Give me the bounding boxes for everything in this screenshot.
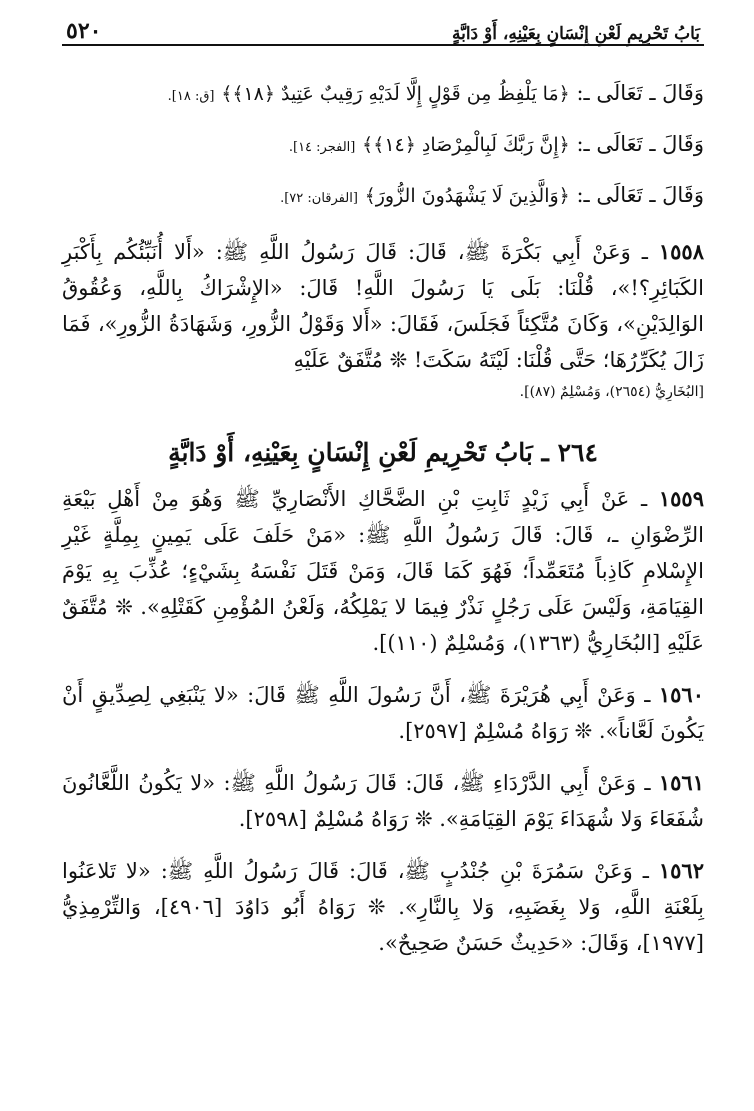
- hadith-1559: [62, 481, 704, 661]
- chapter-number: ٢٦٤: [557, 438, 598, 467]
- verse-intro: وَقَالَ ـ تَعَالَى ـ:: [576, 81, 704, 105]
- hadith-1558-source: [البُخَارِيُّ (٢٦٥٤)، وَمُسْلِمٌ (٨٧)].: [519, 384, 704, 400]
- hadith-number: ١٥٦٠: [658, 682, 704, 707]
- hadith-number: ١٥٦١: [658, 770, 704, 795]
- chapter-name: ـ بَابُ تَحْرِيمِ لَعْنِ إِنْسَانٍ بِعَيْنِهِ، أَوْ دَابَّةٍ: [168, 438, 549, 467]
- verse-text: ﴿وَالَّذِينَ لَا يَشْهَدُونَ الزُّورَ﴾: [364, 185, 570, 207]
- running-header: [62, 10, 704, 46]
- verse-reference: [الفرقان: ٧٢].: [280, 191, 358, 206]
- verse-intro: وَقَالَ ـ تَعَالَى ـ:: [576, 132, 704, 156]
- hadith-number: ١٥٦٢: [658, 858, 704, 883]
- hadith-number: ١٥٥٨: [658, 239, 704, 264]
- hadith-1560: [62, 677, 704, 749]
- hadith-1562: [62, 853, 704, 961]
- hadith-text: ـ وَعَنْ أَبِي بَكْرَةَ ﷺ، قَالَ: قَالَ رَسُولُ اللَّهِ ﷺ: «أَلا أُنَبِّئُكُم بِأَكْبَرِ الكَبَائِرِ؟!»، قُلْنَا: بَلَى يَا رَسُولَ اللَّهِ! قَالَ: «الإِشْرَاكُ بِاللَّهِ، وَعُقُوقُ الوَالِدَيْنِ»، وَكَانَ مُتَّكِئاً فَجَلَسَ، فَقَالَ: «أَلا وَقَوْلُ الزُّورِ، وَشَهَادَةُ الزُّورِ»، فَمَا زَالَ يُكَرِّرُهَا؛ حَتَّى قُلْنَا: لَيْتَهُ سَكَتَ! ❊ مُتَّفَقٌ عَلَيْهِ: [62, 240, 704, 372]
- verse-intro: وَقَالَ ـ تَعَالَى ـ:: [576, 183, 704, 207]
- hadith-text: ـ وَعَنْ سَمُرَةَ بْنِ جُنْدُبٍ ﷺ، قَالَ: قَالَ رَسُولُ اللَّهِ ﷺ: «لا تَلاعَنُوا بِلَعْنَةِ اللَّهِ، وَلا بِغَضَبِهِ، وَلا بِالنَّارِ». ❊ رَوَاهُ أَبُو دَاوُدَ [٤٩٠٦]، وَالتِّرْمِذِيُّ [١٩٧٧]، وَقَالَ: «حَدِيثٌ حَسَنٌ صَحِيحٌ».: [62, 859, 705, 955]
- chapter-title: [62, 438, 704, 467]
- book-page: [62, 10, 704, 961]
- verse-text: ﴿إِنَّ رَبَّكَ لَبِالْمِرْصَادِ ﴿١٤﴾﴾: [362, 134, 570, 156]
- verse-reference: [الفجر: ١٤].: [288, 140, 356, 155]
- hadith-text: ـ عَنْ أَبِي زَيْدٍ ثَابِتِ بْنِ الضَّحَّاكِ الأَنْصَارِيِّ ﷺ وَهُوَ مِنْ أَهْلِ بَيْعَةِ الرِّضْوَانِ ـ، قَالَ: قَالَ رَسُولُ اللَّهِ ﷺ: «مَنْ حَلَفَ عَلَى يَمِينٍ بِمِلَّةٍ غَيْرِ الإِسْلامِ كَاذِباً مُتَعَمِّداً؛ فَهُوَ كَمَا قَالَ، وَمَنْ قَتَلَ نَفْسَهُ بِشَيْءٍ؛ عُذِّبَ بِهِ يَوْمَ القِيَامَةِ، وَلَيْسَ عَلَى رَجُلٍ نَذْرٌ فِيمَا لا يَمْلِكُهُ، وَلَعْنُ المُؤْمِنِ كَقَتْلِهِ». ❊ مُتَّفَقٌ عَلَيْهِ [البُخَارِيُّ (١٣٦٣)، وَمُسْلِمٌ (١١٠)].: [62, 487, 704, 655]
- header-title: بَابُ تَحْرِيمِ لَعْنِ إِنْسَانٍ بِعَيْنِهِ، أَوْ دَابَّةٍ: [451, 24, 700, 44]
- hadith-number: ١٥٥٩: [658, 486, 704, 511]
- page-number: ٥٢٠: [66, 18, 102, 44]
- hadith-text: ـ وَعَنْ أَبِي الدَّرْدَاءِ ﷺ، قَالَ: قَالَ رَسُولُ اللَّهِ ﷺ: «لا يَكُونُ اللَّعَّانُونَ شُفَعَاءَ وَلا شُهَدَاءَ يَوْمَ القِيَامَةِ». ❊ رَوَاهُ مُسْلِمٌ [٢٥٩٨].: [62, 771, 704, 831]
- verse-1: [62, 76, 704, 114]
- hadith-text: ـ وَعَنْ أَبِي هُرَيْرَةَ ﷺ، أَنَّ رَسُولَ اللَّهِ ﷺ قَالَ: «لا يَنْبَغِي لِصِدِّيقٍ أَنْ يَكُونَ لَعَّاناً». ❊ رَوَاهُ مُسْلِمٌ [٢٥٩٧].: [62, 683, 704, 743]
- verse-3: [62, 178, 704, 216]
- verse-reference: [ق: ١٨].: [167, 89, 215, 104]
- verse-2: [62, 127, 704, 165]
- hadith-1561: [62, 765, 704, 837]
- hadith-1558: [62, 234, 704, 378]
- verse-text: ﴿مَا يَلْفِظُ مِن قَوْلٍ إِلَّا لَدَيْهِ رَقِيبٌ عَتِيدٌ ﴿١٨﴾﴾: [221, 83, 570, 105]
